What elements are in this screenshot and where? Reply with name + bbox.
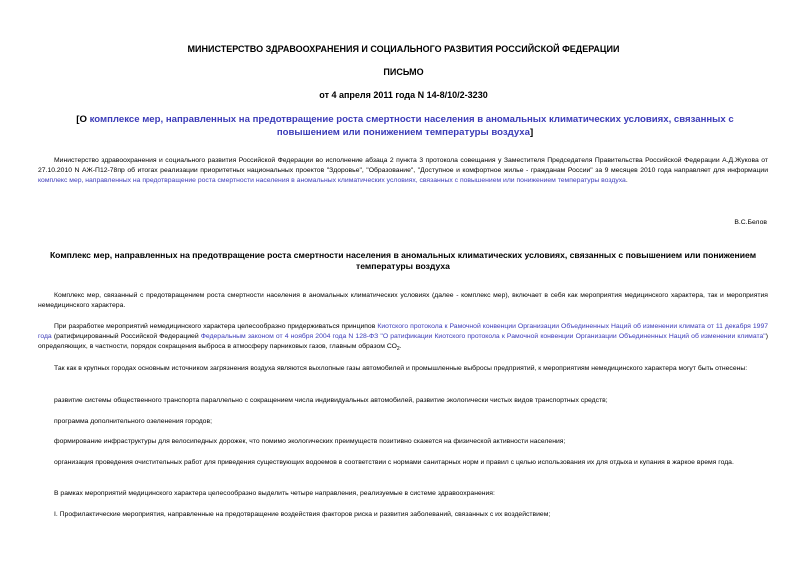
co2-subscript: 2 bbox=[396, 346, 400, 352]
paragraph-2-end: . bbox=[399, 343, 402, 350]
paragraph-3: Так как в крупных городах основным источником загрязнения воздуха являются выхлопные газы автомобилей и промышленные выбросы предприятий, к мероприятиям немедицинского характера могут быть отнесены: bbox=[54, 365, 748, 372]
intro-paragraph bbox=[38, 156, 768, 186]
paragraph-4: развитие системы общественного транспорта параллельно с сокращением числа индивидуальных автомобилей, развитие экологически чистых видов транспортных средств; bbox=[54, 397, 608, 404]
kyoto-protocol-link[interactable]: Киотского протокола к Рамочной конвенции Организации Объединенных Наций об изменении климата от 11 декабря 1997 года bbox=[38, 323, 769, 340]
federal-law-link[interactable]: Федеральным законом от 4 ноября 2004 года N 128-ФЗ "О ратификации Киотского протокола к Рамочной конвенции Организации Объединенных Наций об изменении климата" bbox=[200, 333, 766, 340]
paragraph-2-text-b: (ратифицированный Российской Федерацией bbox=[51, 333, 201, 340]
document-type: ПИСЬМО bbox=[383, 67, 424, 77]
document-title bbox=[60, 114, 750, 139]
paragraph-5: программа дополнительного озеленения городов; bbox=[54, 418, 212, 425]
paragraph-6: формирование инфраструктуры для велосипедных дорожек, что помимо экологических преимуществ позитивно скажется на физической активности населения; bbox=[54, 438, 566, 445]
title-open-bracket: [О bbox=[76, 114, 90, 125]
intro-text: Министерство здравоохранения и социального развития Российской Федерации во исполнение абзаца 2 пункта 3 протокола совещания у Заместителя Председателя Правительства Российской Федерации А.Д.Жукова от 27.10.2010 N АЖ-П12-78пр об итогах реализации приоритетных национальных проектов "Здоровье", "Образование", "Доступное и комфортное жилье - гражданам России" за 9 месяцев 2010 года направляет для информации bbox=[38, 157, 768, 174]
intro-link[interactable]: комплекс мер, направленных на предотвращение роста смертности населения в аномальных климатических условиях, связанных с повышением или понижением температуры воздуха bbox=[38, 177, 626, 184]
paragraph-1: Комплекс мер, связанный с предотвращением роста смертности населения в аномальных климатических условиях (далее - комплекс мер), включает в себя как мероприятия медицинского характера, так и мероприятия немедицинского характера. bbox=[38, 292, 768, 309]
ministry-heading: МИНИСТЕРСТВО ЗДРАВООХРАНЕНИЯ И СОЦИАЛЬНОГО РАЗВИТИЯ РОССИЙСКОЙ ФЕДЕРАЦИИ bbox=[187, 44, 620, 54]
signature: В.С.Белов bbox=[734, 219, 767, 226]
title-link[interactable]: комплексе мер, направленных на предотвращение роста смертности населения в аномальных климатических условиях, связанных с повышением или понижением температуры воздуха bbox=[89, 114, 734, 138]
paragraph-2-text-c: ) определяющих, в частности, порядок сокращения выброса в атмосферу парниковых газов, главным образом СО bbox=[38, 333, 768, 350]
paragraph-2-text-a: При разработке мероприятий немедицинского характера целесообразно придерживаться принципов bbox=[54, 323, 378, 330]
section-title: Комплекс мер, направленных на предотвращение роста смертности населения в аномальных климатических условиях, связанных с повышением или понижением температуры воздуха bbox=[49, 250, 757, 271]
paragraph-2 bbox=[38, 322, 768, 354]
paragraph-7: организация проведения очистительных работ для приведения существующих водоемов в соответствии с нормами санитарных норм и правил с целью использования их для отдыха и купания в жаркое время года. bbox=[54, 459, 734, 466]
paragraph-9: I. Профилактические мероприятия, направленные на предотвращение воздействия факторов риска и развития заболеваний, связанных с их воздействием; bbox=[54, 511, 551, 518]
paragraph-8: В рамках мероприятий медицинского характера целесообразно выделить четыре направления, реализуемые в системе здравоохранения: bbox=[54, 490, 495, 497]
intro-end: . bbox=[625, 177, 628, 184]
document-date-number: от 4 апреля 2011 года N 14-8/10/2-3230 bbox=[319, 90, 488, 100]
title-close-bracket: ] bbox=[529, 126, 534, 138]
